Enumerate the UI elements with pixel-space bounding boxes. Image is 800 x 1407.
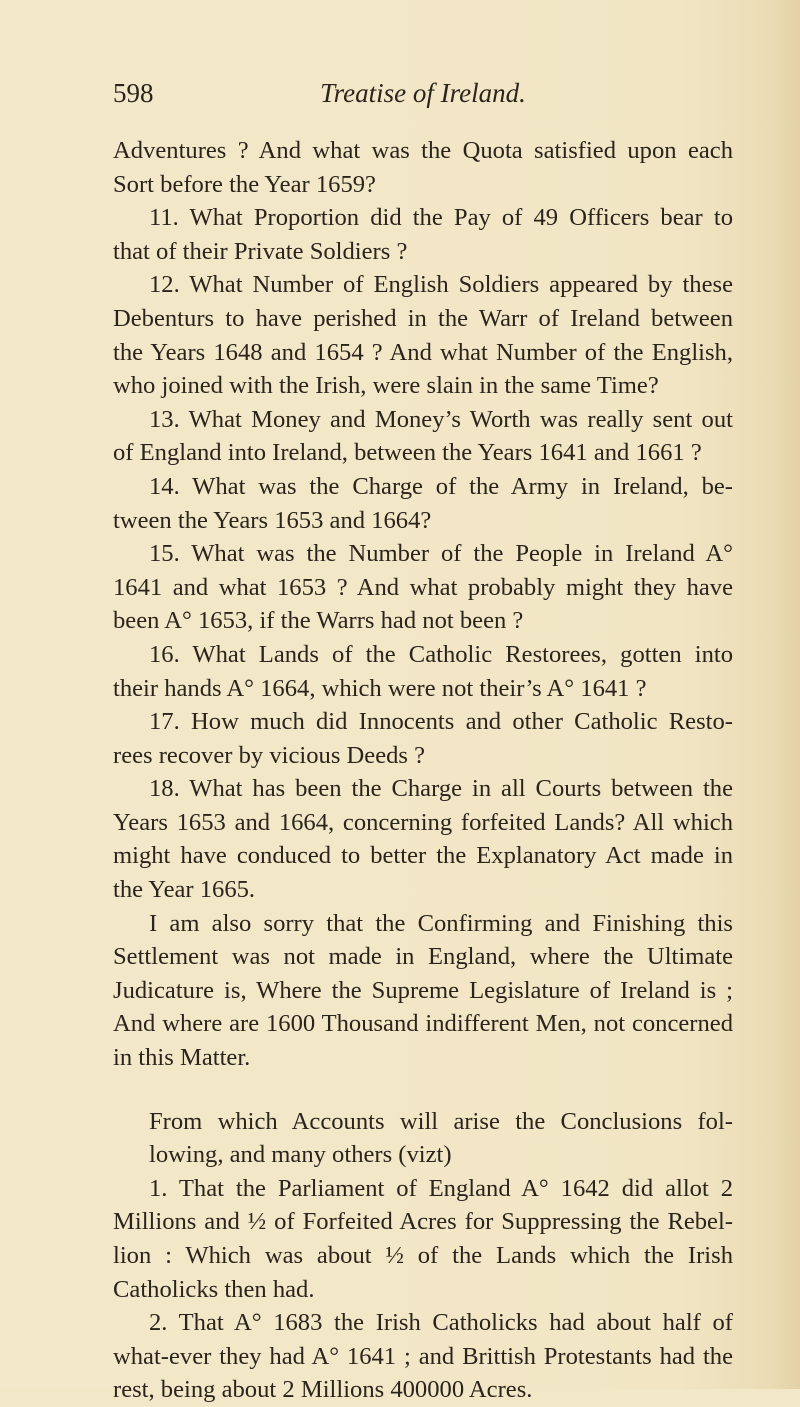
text-line: 11. What Proportion did the Pay of 49 Officers bear to [149,204,733,232]
text-line: in this Matter. [113,1044,251,1072]
text-line: 14. What was the Charge of the Army in Ireland, be- [149,472,733,500]
text-line: Judicature is, Where the Supreme Legislature of Ireland is ; [113,976,733,1004]
text-line: what-ever they had A° 1641 ; and Brittish Protestants had the [113,1342,733,1370]
text-line: Years 1653 and 1664, concerning forfeited Lands? All which [113,808,733,836]
text-line: 13. What Money and Money’s Worth was really sent out [149,405,733,433]
text-line: been A° 1653, if the Warrs had not been ? [113,607,524,635]
text-line: Catholicks then had. [113,1275,315,1303]
text-line: Millions and ½ of Forfeited Acres for Suppressing the Rebel- [113,1208,733,1236]
page-header [113,78,733,118]
page-number: 598 [113,78,154,108]
text-line: And where are 1600 Thousand indifferent Men, not concerned [113,1010,733,1038]
paragraph-gap [113,1075,733,1105]
text-line: lowing, and many others (vizt) [149,1141,452,1169]
text-line: who joined with the Irish, were slain in the same Time? [113,372,659,400]
text-line: 2. That A° 1683 the Irish Catholicks had about half of [149,1309,733,1337]
text-line: their hands A° 1664, which were not their’s A° 1641 ? [113,674,647,702]
text-line: of England into Ireland, between the Years 1641 and 1661 ? [113,439,702,467]
text-line: Adventures ? And what was the Quota satisfied upon each [113,137,733,164]
text-line: 1641 and what 1653 ? And what probably might they have [113,573,733,601]
text-line: 1. That the Parliament of England A° 1642 did allot 2 [149,1174,733,1202]
text-line: rees recover by vicious Deeds ? [113,741,426,769]
running-head: Treatise of Ireland. [320,78,526,108]
text-line: 17. How much did Innocents and other Catholic Resto- [149,708,733,736]
text-line: rest, being about 2 Millions 400000 Acres. [113,1376,533,1404]
body-text [113,134,733,1407]
text-line: Sort before the Year 1659? [113,170,376,198]
text-line: might have conduced to better the Explanatory Act made in [113,842,733,870]
text-line: Debenturs to have perished in the Warr of Ireland between [113,304,733,332]
text-line: tween the Years 1653 and 1664? [113,506,432,534]
text-line: Settlement was not made in England, where the Ultimate [113,943,733,971]
text-line: 18. What has been the Charge in all Courts between the [149,775,733,803]
text-line: From which Accounts will arise the Conclusions fol- [149,1107,733,1135]
text-line: that of their Private Soldiers ? [113,237,408,265]
text-line: 12. What Number of English Soldiers appeared by these [149,271,733,299]
text-line: I am also sorry that the Confirming and Finishing this [149,909,733,937]
text-line: 15. What was the Number of the People in Ireland A° [149,540,733,568]
text-line: lion : Which was about ½ of the Lands which the Irish [113,1242,733,1269]
text-line: the Years 1648 and 1654 ? And what Number of the English, [113,338,733,366]
text-line: 16. What Lands of the Catholic Restorees, gotten into [149,640,733,668]
text-line: the Year 1665. [113,876,256,904]
